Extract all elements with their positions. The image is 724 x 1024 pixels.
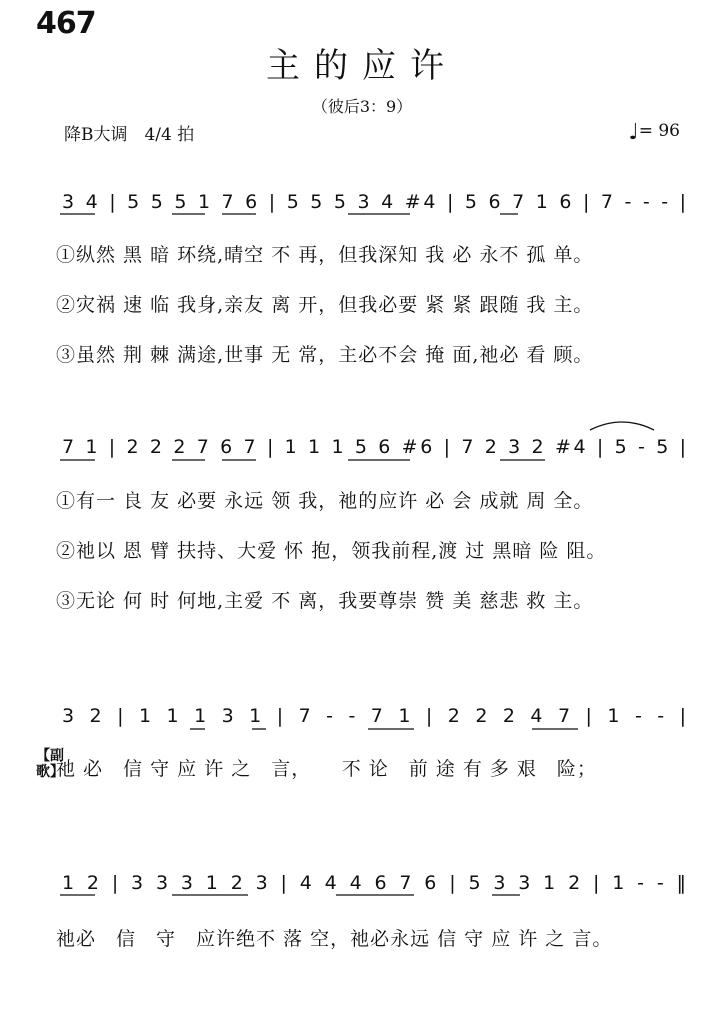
quarter-note-icon: ♩	[628, 120, 639, 145]
scripture-reference: （彼后3：9）	[311, 97, 413, 116]
notes-line-4: 1 2 | 3 3 3 1 2 3 | 4 4 4 6 7 6 | 5 3 3 1 2 | 1 - - ‖	[62, 872, 687, 894]
key-signature: 降B大调 4/4 拍	[64, 125, 195, 145]
notes-line-3: 3 2 | 1 1 1 3 1 | 7 - - 7 1 | 2 2 2 4 7 | 1 - - |	[62, 705, 686, 727]
page-title: 主的应许	[266, 46, 458, 86]
lyric-line: ③虽然 荆 棘 满途,世事 无 常，主必不会 掩 面,祂必 看 顾。	[56, 344, 594, 366]
tie-slur	[590, 422, 654, 430]
lyric-line: 祂 必 信 守 应 许 之 言， 不 论 前 途 有 多 艰 险；	[56, 758, 597, 780]
tempo-value: = 96	[638, 121, 680, 141]
lyric-line: ①纵然 黑 暗 环绕,晴空 不 再，但我深知 我 必 永不 孤 单。	[56, 244, 594, 266]
lyric-line: ②祂以 恩 臂 扶持、大爱 怀 抱，领我前程,渡 过 黑暗 险 阻。	[56, 540, 607, 562]
notes-line-1: 3 4 | 5 5 5 1 7 6 | 5 5 5 3 4 #4 | 5 6 7 1 6 | 7 - - - |	[62, 191, 687, 213]
lyric-line: ①有一 良 友 必要 永远 领 我，祂的应许 必 会 成就 周 全。	[56, 490, 594, 512]
hymn-number: 467	[36, 6, 96, 41]
lyric-line: ②灾祸 速 临 我身,亲友 离 开，但我必要 紧 紧 跟随 我 主。	[56, 294, 594, 316]
lyric-line: ③无论 何 时 何地,主爱 不 离，我要尊崇 赞 美 慈悲 救 主。	[56, 590, 594, 612]
chorus-label: 【副歌】	[36, 748, 64, 780]
lyric-line: 祂必 信 守 应许绝不 落 空，祂必永远 信 守 应 许 之 言。	[56, 928, 613, 950]
notes-line-2: 7 1 | 2 2 2 7 6 7 | 1 1 1 5 6 #6 | 7 2 3 2 #4 | 5 - 5 |	[62, 436, 686, 458]
